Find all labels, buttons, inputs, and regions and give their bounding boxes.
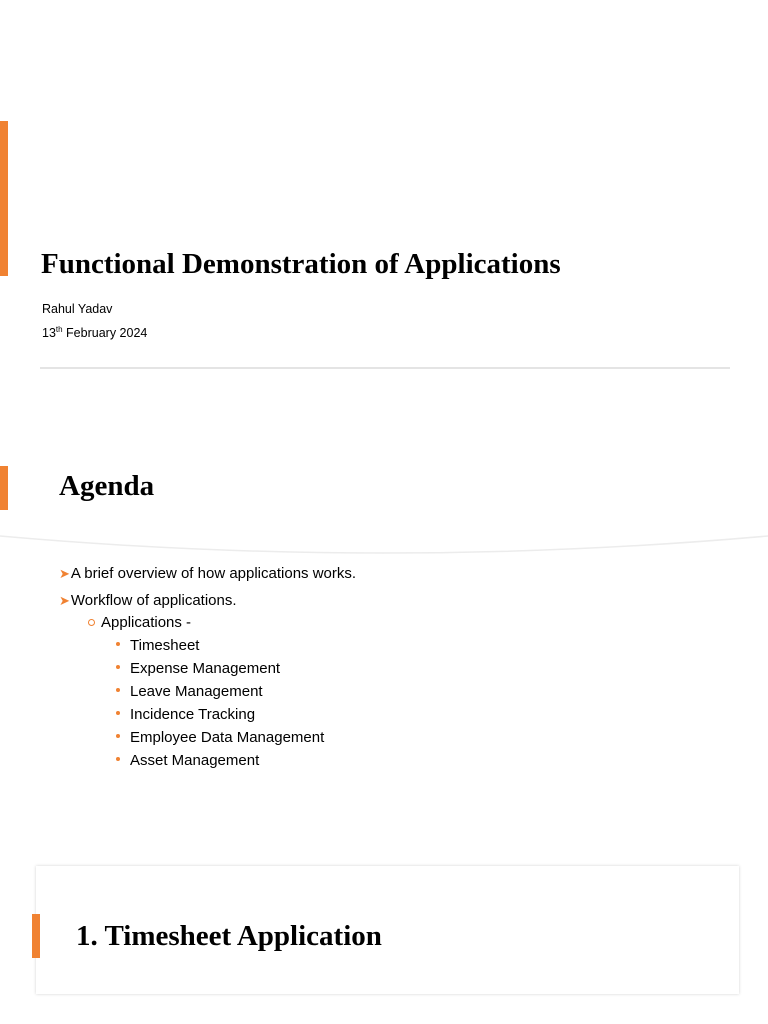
dot-bullet-icon — [116, 757, 120, 761]
agenda-item-text: A brief overview of how applications works. — [70, 565, 357, 582]
timesheet-accent-bar — [32, 914, 40, 958]
author-name: Rahul Yadav — [42, 302, 113, 316]
dot-bullet-icon — [116, 688, 120, 692]
application-item — [116, 660, 280, 677]
presentation-title: Functional Demonstration of Applications — [41, 248, 561, 280]
dot-bullet-icon — [116, 734, 120, 738]
timesheet-title: 1. Timesheet Application — [76, 920, 382, 952]
application-name: Incidence Tracking — [130, 706, 256, 723]
applications-subheading — [88, 614, 191, 631]
application-name: Expense Management — [130, 660, 281, 677]
presentation-date — [42, 326, 147, 340]
title-accent-bar — [0, 121, 8, 276]
application-name: Employee Data Management — [130, 729, 325, 746]
application-item — [116, 706, 255, 723]
agenda-title: Agenda — [59, 470, 155, 502]
application-name: Leave Management — [130, 683, 263, 700]
arrow-bullet-icon: ➤ — [59, 565, 70, 581]
dot-bullet-icon — [116, 642, 120, 646]
agenda-accent-bar — [0, 466, 8, 510]
circle-bullet-icon — [88, 619, 95, 626]
application-item — [116, 637, 199, 654]
dot-bullet-icon — [116, 665, 120, 669]
application-name: Timesheet — [130, 637, 200, 654]
application-item — [116, 729, 324, 746]
date-month-year: February 2024 — [62, 326, 148, 340]
arrow-bullet-icon: ➤ — [59, 592, 70, 608]
agenda-item — [59, 592, 237, 609]
agenda-item — [59, 565, 356, 582]
subheading-text: Applications - — [101, 614, 192, 631]
date-suffix: th — [55, 325, 63, 334]
title-divider — [40, 367, 730, 369]
dot-bullet-icon — [116, 711, 120, 715]
application-item — [116, 683, 263, 700]
agenda-item-text: Workflow of applications. — [70, 592, 237, 609]
application-name: Asset Management — [130, 752, 260, 769]
application-item — [116, 752, 259, 769]
agenda-header-curve — [0, 530, 768, 560]
date-day: 13 — [42, 326, 56, 340]
